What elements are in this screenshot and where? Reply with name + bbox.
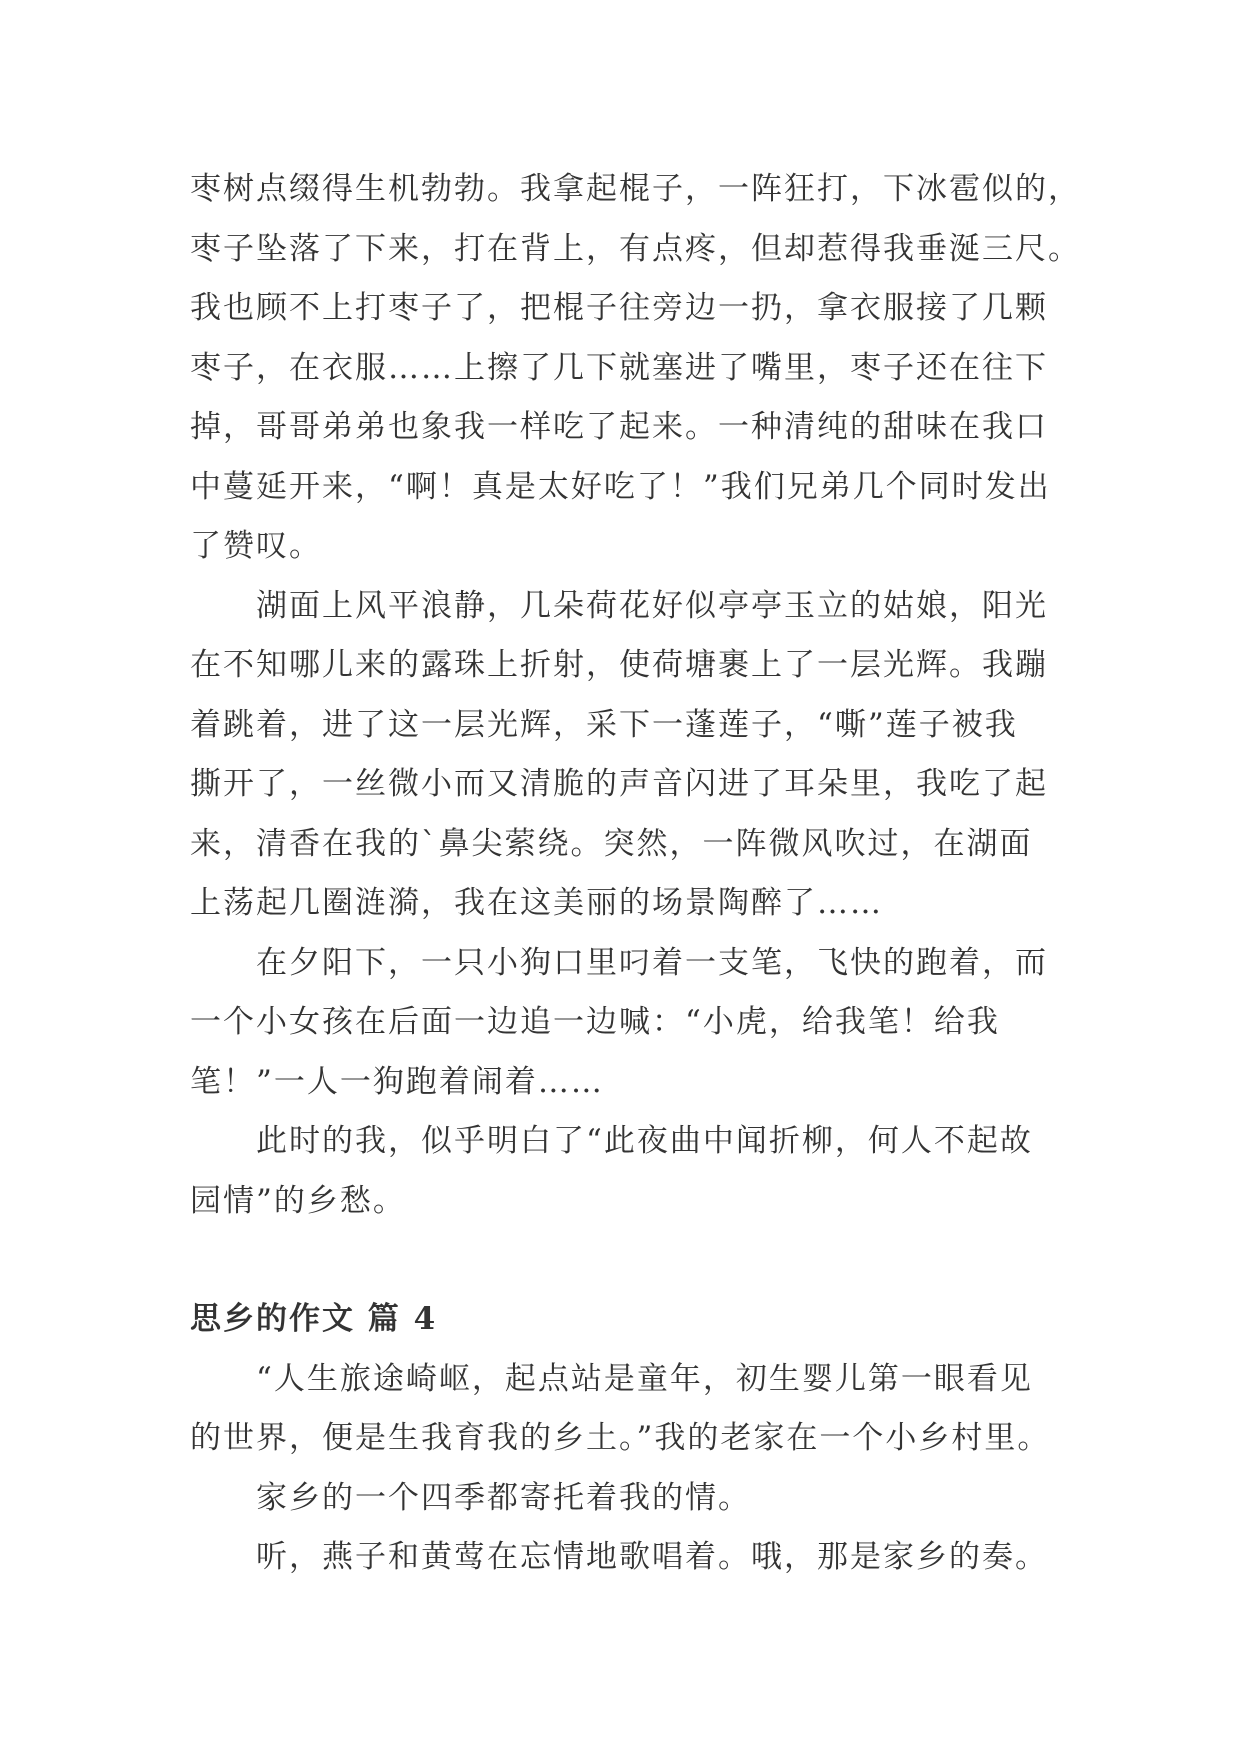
- text-line: 听，燕子和黄莺在忘情地歌唱着。哦，那是家乡的奏。: [256, 1539, 1048, 1575]
- paragraph: [190, 1350, 1070, 1469]
- essay-part-2: [190, 1350, 1070, 1588]
- text-line: 着跳着，进了这一层光辉，采下一蓬莲子，“嘶”莲子被我: [190, 706, 1018, 743]
- text-line: 枣子坠落了下来，打在背上，有点疼，但却惹得我垂涎三尺。: [190, 230, 1081, 267]
- paragraph: [190, 160, 1081, 577]
- essay-part-1: [190, 160, 1081, 1231]
- text-line: 湖面上风平浪静，几朵荷花好似亭亭玉立的姑娘，阳光: [256, 587, 1048, 624]
- text-line: 在不知哪儿来的露珠上折射，使荷塘裹上了一层光辉。我蹦: [190, 647, 1048, 683]
- text-line: 枣树点缀得生机勃勃。我拿起棍子，一阵狂打，下冰雹似的，: [190, 171, 1081, 207]
- text-line: 撕开了，一丝微小而又清脆的声音闪进了耳朵里，我吃了起: [190, 766, 1048, 802]
- text-line: “人生旅途崎岖，起点站是童年，初生婴儿第一眼看见: [256, 1360, 1033, 1397]
- paragraph: [190, 577, 1070, 934]
- text-line: 上荡起几圈涟漪，我在这美丽的场景陶醉了……: [190, 885, 883, 921]
- paragraph: [190, 1528, 1070, 1588]
- text-line: 家乡的一个四季都寄托着我的情。: [256, 1479, 751, 1516]
- text-line: 了赞叹。: [190, 528, 322, 564]
- text-line: 掉，哥哥弟弟也象我一样吃了起来。一种清纯的甜味在我口: [190, 409, 1048, 445]
- document-body: [190, 160, 1081, 1588]
- text-line: 的世界，便是生我育我的乡土。”我的老家在一个小乡村里。: [190, 1420, 1051, 1456]
- paragraph: [190, 1112, 1070, 1231]
- text-line: 笔！”一人一狗跑着闹着……: [190, 1063, 604, 1100]
- text-line: 我也顾不上打枣子了，把棍子往旁边一扔，拿衣服接了几颗: [190, 290, 1048, 326]
- text-line: 园情”的乡愁。: [190, 1182, 406, 1219]
- section-title: 思乡的作文 篇 4: [190, 1301, 438, 1337]
- text-line: 此时的我，似乎明白了“此夜曲中闻折柳，何人不起故: [256, 1123, 1033, 1159]
- text-line: 一个小女孩在后面一边追一边喊：“小虎，给我笔！给我: [190, 1004, 1000, 1040]
- text-line: 来，清香在我的`鼻尖萦绕。突然，一阵微风吹过，在湖面: [190, 825, 1033, 862]
- text-line: 在夕阳下，一只小狗口里叼着一支笔，飞快的跑着，而: [256, 944, 1048, 981]
- paragraph: [190, 934, 1070, 1113]
- text-line: 中蔓延开来，“啊！真是太好吃了！”我们兄弟几个同时发出: [190, 468, 1051, 505]
- paragraph: [190, 1469, 1070, 1529]
- text-line: 枣子，在衣服……上擦了几下就塞进了嘴里，枣子还在往下: [190, 349, 1048, 386]
